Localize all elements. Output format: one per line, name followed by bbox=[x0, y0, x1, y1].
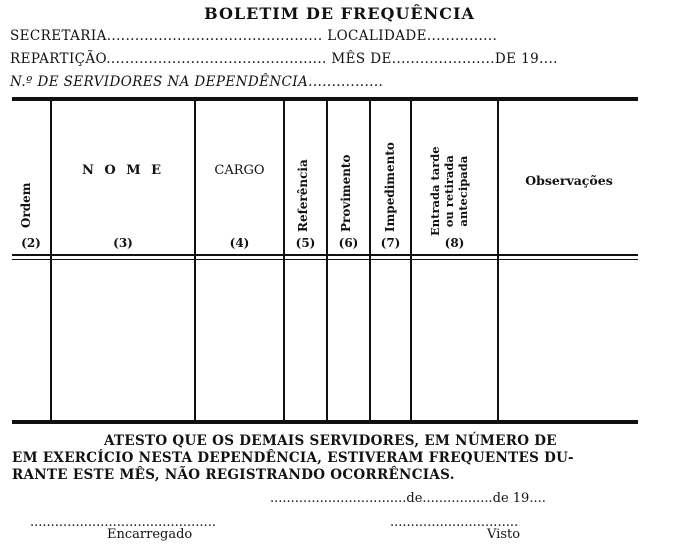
encarregado-label: Encarregado bbox=[107, 527, 193, 542]
col-header-provimento: Provimento bbox=[339, 154, 353, 232]
col-header-observacoes: Observações bbox=[525, 173, 613, 188]
col-number: (7) bbox=[380, 236, 401, 250]
visto-label: Visto bbox=[487, 527, 521, 542]
col-divider bbox=[194, 101, 196, 420]
col-divider bbox=[326, 101, 328, 420]
col-number: (2) bbox=[21, 236, 41, 250]
secretaria-line: SECRETARIA.............................................. LOCALIDADE............... bbox=[10, 28, 498, 44]
reparticao-line: REPARTIÇÃO............................................... MÊS DE......................DE 19.... bbox=[10, 51, 558, 67]
col-header-ordem: Ordem bbox=[19, 182, 33, 228]
entrada-line-2: ou retirada bbox=[442, 155, 456, 228]
col-number: (4) bbox=[229, 236, 250, 250]
statement-line-3: RANTE ESTE MÊS, NÃO REGISTRANDO OCORRÊNCIAS. bbox=[12, 467, 455, 483]
col-header-cargo: CARGO bbox=[214, 163, 265, 178]
header-bottom-rule-thin bbox=[12, 259, 638, 260]
table-bottom-rule bbox=[12, 420, 638, 424]
statement-line-2: EM EXERCÍCIO NESTA DEPENDÊNCIA, ESTIVERAM FREQUENTES DU- bbox=[12, 450, 574, 466]
statement-line-1: ATESTO QUE OS DEMAIS SERVIDORES, EM NÚMERO DE bbox=[104, 433, 557, 449]
header-bottom-rule bbox=[12, 254, 638, 256]
col-header-referencia: Referência bbox=[296, 159, 310, 232]
visto-signature-line: ............................... bbox=[390, 515, 519, 530]
col-header-entrada bbox=[428, 146, 470, 236]
col-number: (6) bbox=[338, 236, 359, 250]
col-header-nome: N O M E bbox=[81, 163, 165, 178]
col-divider bbox=[369, 101, 371, 420]
col-number: (8) bbox=[444, 236, 465, 250]
encarregado-signature-line: ............................................. bbox=[30, 515, 216, 530]
entrada-line-3: antecipada bbox=[456, 155, 470, 227]
table-top-rule bbox=[12, 97, 638, 101]
col-number: (5) bbox=[295, 236, 316, 250]
date-line: .................................de.................de 19.... bbox=[270, 491, 546, 506]
col-divider bbox=[283, 101, 285, 420]
col-divider bbox=[410, 101, 412, 420]
col-number: (3) bbox=[113, 236, 133, 250]
col-divider bbox=[497, 101, 499, 420]
col-divider bbox=[50, 101, 52, 420]
col-header-impedimento: Impedimento bbox=[383, 142, 397, 232]
form-title: BOLETIM DE FREQUÊNCIA bbox=[204, 4, 475, 23]
entrada-line-1: Entrada tarde bbox=[428, 146, 442, 236]
servidores-line: N.º DE SERVIDORES NA DEPENDÊNCIA................ bbox=[10, 74, 384, 90]
